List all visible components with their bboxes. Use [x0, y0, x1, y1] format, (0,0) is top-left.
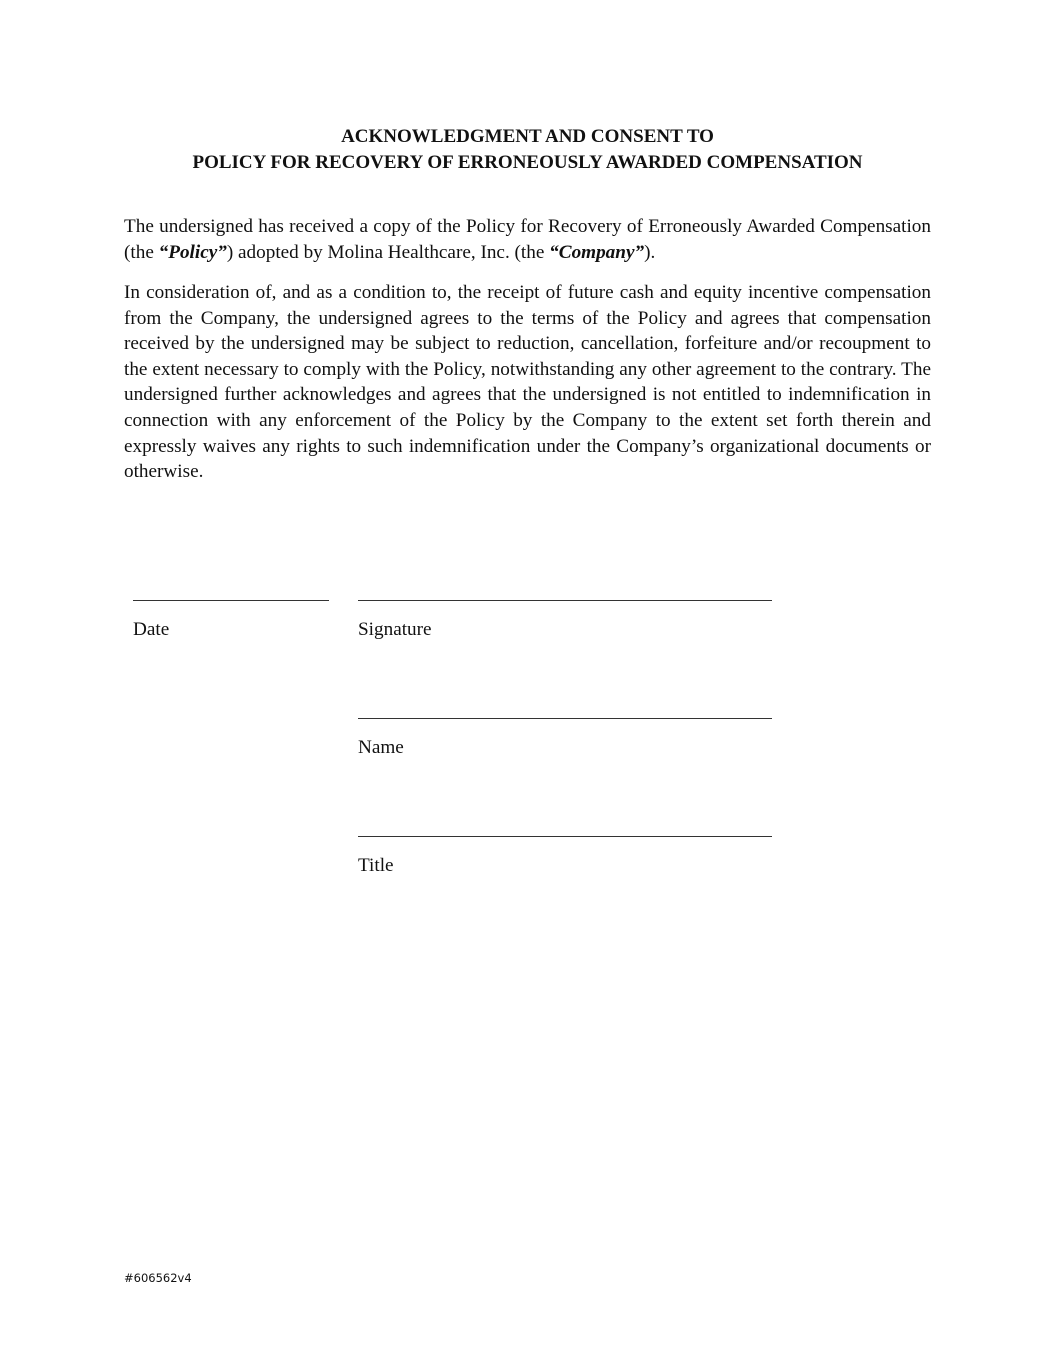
document-id: #606562v4: [124, 1271, 192, 1285]
consent-paragraph: In consideration of, and as a condition to, the receipt of future cash and equity incentive compensation from the Company, the undersigned agrees to the terms of the Policy and agrees that compensation received by the undersigned may be subject to reduction, cancellation, forfeiture and/or recoupment to the extent necessary to comply with the Policy, notwithstanding any other agreement to the contrary. The undersigned further acknowledges and agrees that the undersigned is not entitled to indemnification in connection with any enforcement of the Policy by the Company to the extent set forth therein and expressly waives any rights to such indemnification under the Company’s organizational documents or otherwise.: [124, 282, 931, 483]
policy-defined-term: “Policy”: [158, 241, 227, 263]
date-line[interactable]: [133, 600, 329, 601]
company-defined-term: “Company”: [549, 241, 645, 263]
name-label: Name: [358, 737, 404, 758]
title-line-2: POLICY FOR RECOVERY OF ERRONEOUSLY AWARDED COMPENSATION: [192, 152, 863, 173]
receipt-text-part-2: ) adopted by Molina Healthcare, Inc. (the: [226, 241, 550, 263]
title-line-1: ACKNOWLEDGMENT AND CONSENT TO: [341, 126, 714, 147]
title-line[interactable]: [358, 836, 772, 837]
title-label: Title: [358, 855, 394, 876]
receipt-text-part-3: ).: [644, 241, 656, 263]
receipt-text-part-1: The undersigned has received a copy of the Policy for Recovery of Erroneously Awarded Compensation (the: [124, 216, 931, 263]
receipt-paragraph: [124, 214, 931, 265]
document-title: [124, 124, 931, 176]
signature-line[interactable]: [358, 600, 772, 601]
name-line[interactable]: [358, 718, 772, 719]
date-label: Date: [133, 619, 170, 640]
signature-label: Signature: [358, 619, 432, 640]
